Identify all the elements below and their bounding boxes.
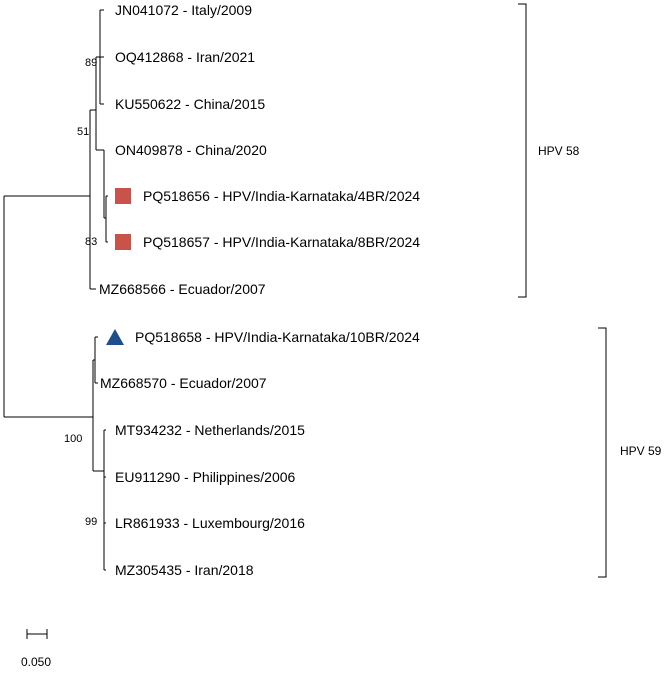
taxon-label: JN041072 - Italy/2009 (115, 2, 252, 18)
taxon-label: LR861933 - Luxembourg/2016 (115, 515, 305, 531)
taxon-label: MZ668566 - Ecuador/2007 (99, 281, 266, 297)
taxon-label: MZ305435 - Iran/2018 (115, 562, 254, 578)
taxon-label: MT934232 - Netherlands/2015 (115, 422, 305, 438)
tree-branches (4, 4, 606, 639)
taxon-label: OQ412868 - Iran/2021 (115, 49, 256, 65)
hpv59-bracket (598, 328, 606, 577)
bootstrap-value: 83 (85, 236, 98, 248)
taxon-label: EU911290 - Philippines/2006 (115, 469, 296, 485)
taxon-label: MZ668570 - Ecuador/2007 (100, 375, 267, 391)
bootstrap-value: 100 (64, 433, 83, 445)
square-marker-icon (115, 188, 131, 204)
taxon-label: ON409878 - China/2020 (115, 142, 267, 158)
hpv58-bracket (518, 4, 526, 297)
triangle-marker-icon (106, 329, 124, 345)
taxon-label: PQ518658 - HPV/India-Karnataka/10BR/2024 (135, 329, 420, 345)
bootstrap-value: 89 (85, 57, 98, 69)
clade-label: HPV 58 (538, 144, 580, 158)
taxon-label: KU550622 - China/2015 (115, 96, 266, 112)
taxon-label: PQ518657 - HPV/India-Karnataka/8BR/2024 (143, 234, 421, 250)
bootstrap-value: 99 (85, 516, 98, 528)
taxon-label: PQ518656 - HPV/India-Karnataka/4BR/2024 (143, 188, 421, 204)
square-marker-icon (115, 234, 131, 250)
clade-label: HPV 59 (620, 444, 662, 458)
bootstrap-value: 51 (77, 126, 90, 138)
scale-bar-label: 0.050 (21, 655, 52, 669)
